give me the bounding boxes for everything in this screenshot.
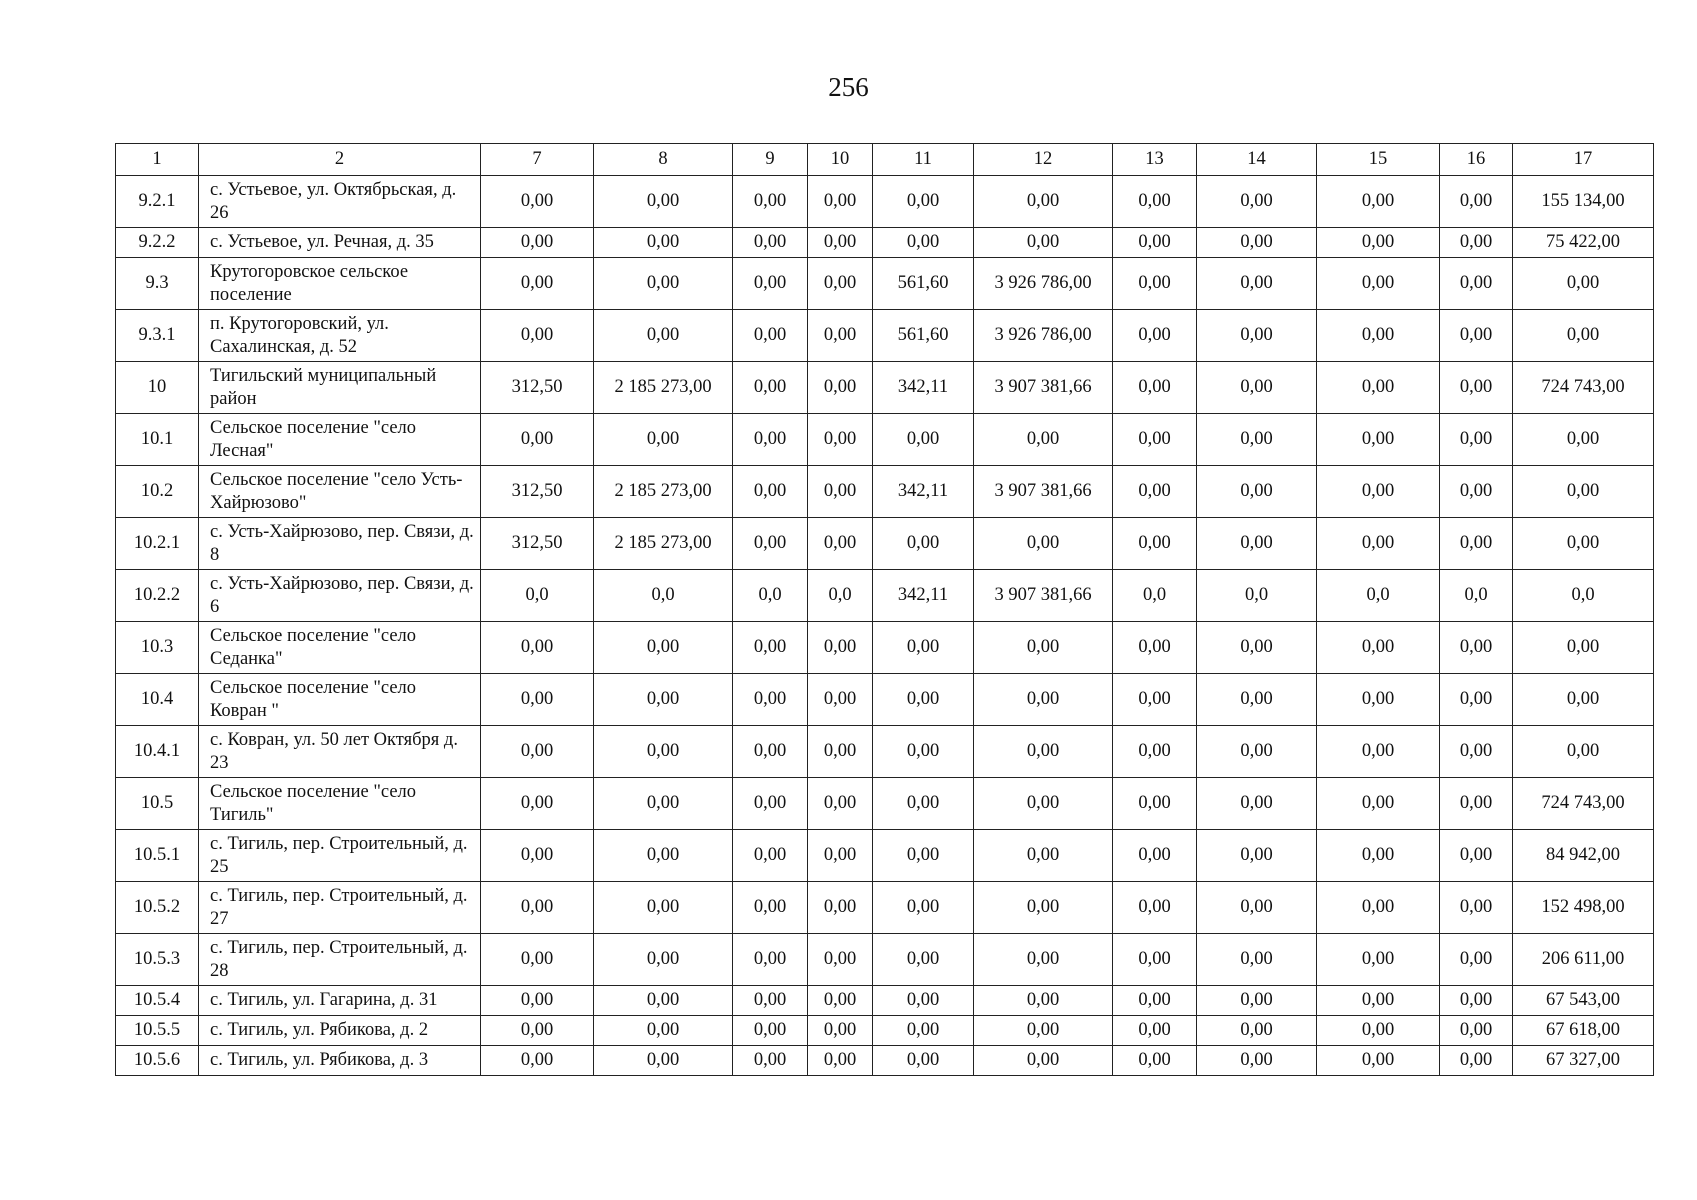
address-cell: с. Тигиль, ул. Гагарина, д. 31 xyxy=(199,986,481,1016)
value-cell: 0,00 xyxy=(1197,258,1317,310)
value-cell: 0,00 xyxy=(873,518,974,570)
value-cell: 0,00 xyxy=(594,414,733,466)
value-cell: 0,00 xyxy=(1440,934,1513,986)
value-cell: 0,00 xyxy=(481,414,594,466)
value-cell: 0,00 xyxy=(1113,934,1197,986)
value-cell: 0,00 xyxy=(808,176,873,228)
value-cell: 0,00 xyxy=(1317,882,1440,934)
value-cell: 0,00 xyxy=(481,882,594,934)
value-cell: 312,50 xyxy=(481,362,594,414)
value-cell: 0,00 xyxy=(594,882,733,934)
value-cell: 0,00 xyxy=(1440,310,1513,362)
table-row xyxy=(116,310,1654,362)
value-cell: 3 926 786,00 xyxy=(974,258,1113,310)
value-cell: 2 185 273,00 xyxy=(594,518,733,570)
value-cell: 2 185 273,00 xyxy=(594,466,733,518)
address-cell: с. Тигиль, пер. Строительный, д. 25 xyxy=(199,830,481,882)
value-cell: 0,00 xyxy=(594,258,733,310)
address-cell: с. Тигиль, ул. Рябикова, д. 2 xyxy=(199,1016,481,1046)
value-cell: 0,00 xyxy=(481,622,594,674)
value-cell: 0,00 xyxy=(481,830,594,882)
table-row xyxy=(116,622,1654,674)
value-cell: 0,0 xyxy=(808,570,873,622)
value-cell: 0,00 xyxy=(1440,414,1513,466)
value-cell: 312,50 xyxy=(481,518,594,570)
value-cell: 0,0 xyxy=(481,570,594,622)
row-number-cell: 10 xyxy=(116,362,199,414)
value-cell: 0,00 xyxy=(481,726,594,778)
value-cell: 0,00 xyxy=(1113,882,1197,934)
address-cell: с. Ковран, ул. 50 лет Октября д. 23 xyxy=(199,726,481,778)
data-table xyxy=(115,143,1654,1076)
value-cell: 0,00 xyxy=(1113,726,1197,778)
value-cell: 0,00 xyxy=(1197,674,1317,726)
value-cell: 0,0 xyxy=(1197,570,1317,622)
value-cell: 3 907 381,66 xyxy=(974,466,1113,518)
value-cell: 0,00 xyxy=(733,1016,808,1046)
table-row xyxy=(116,1016,1654,1046)
value-cell: 0,00 xyxy=(594,622,733,674)
value-cell: 67 618,00 xyxy=(1513,1016,1654,1046)
value-cell: 0,00 xyxy=(1317,258,1440,310)
table-row xyxy=(116,830,1654,882)
value-cell: 0,00 xyxy=(808,310,873,362)
column-header: 10 xyxy=(808,144,873,176)
address-cell: Сельское поселение "село Усть-Хайрюзово" xyxy=(199,466,481,518)
value-cell: 0,00 xyxy=(808,622,873,674)
value-cell: 0,00 xyxy=(1513,414,1654,466)
value-cell: 0,00 xyxy=(1440,778,1513,830)
value-cell: 0,00 xyxy=(594,778,733,830)
row-number-cell: 10.3 xyxy=(116,622,199,674)
value-cell: 0,00 xyxy=(733,1046,808,1076)
row-number-cell: 10.2.1 xyxy=(116,518,199,570)
value-cell: 0,00 xyxy=(974,228,1113,258)
value-cell: 0,00 xyxy=(1317,622,1440,674)
value-cell: 152 498,00 xyxy=(1513,882,1654,934)
row-number-cell: 9.3.1 xyxy=(116,310,199,362)
value-cell: 0,00 xyxy=(1197,986,1317,1016)
value-cell: 0,00 xyxy=(1317,362,1440,414)
column-header: 13 xyxy=(1113,144,1197,176)
value-cell: 0,00 xyxy=(974,176,1113,228)
column-header: 15 xyxy=(1317,144,1440,176)
value-cell: 0,00 xyxy=(1440,830,1513,882)
value-cell: 0,00 xyxy=(808,466,873,518)
value-cell: 0,00 xyxy=(1317,310,1440,362)
value-cell: 0,00 xyxy=(1440,258,1513,310)
value-cell: 0,00 xyxy=(733,934,808,986)
address-cell: с. Усть-Хайрюзово, пер. Связи, д. 6 xyxy=(199,570,481,622)
value-cell: 0,00 xyxy=(594,1046,733,1076)
value-cell: 0,00 xyxy=(974,726,1113,778)
value-cell: 312,50 xyxy=(481,466,594,518)
value-cell: 561,60 xyxy=(873,258,974,310)
value-cell: 0,00 xyxy=(594,986,733,1016)
value-cell: 0,00 xyxy=(1113,176,1197,228)
value-cell: 0,00 xyxy=(1513,258,1654,310)
value-cell: 342,11 xyxy=(873,466,974,518)
value-cell: 0,00 xyxy=(974,934,1113,986)
value-cell: 0,00 xyxy=(873,176,974,228)
value-cell: 0,00 xyxy=(1317,1046,1440,1076)
value-cell: 0,00 xyxy=(1440,882,1513,934)
value-cell: 0,00 xyxy=(481,258,594,310)
value-cell: 0,00 xyxy=(1317,674,1440,726)
value-cell: 0,00 xyxy=(1513,674,1654,726)
value-cell: 0,00 xyxy=(1197,362,1317,414)
row-number-cell: 10.5.1 xyxy=(116,830,199,882)
value-cell: 0,00 xyxy=(1113,466,1197,518)
value-cell: 342,11 xyxy=(873,362,974,414)
value-cell: 0,00 xyxy=(873,986,974,1016)
value-cell: 0,00 xyxy=(808,934,873,986)
value-cell: 0,00 xyxy=(808,882,873,934)
table-row xyxy=(116,882,1654,934)
value-cell: 0,00 xyxy=(974,830,1113,882)
value-cell: 0,00 xyxy=(873,830,974,882)
address-cell: п. Крутогоровский, ул. Сахалинская, д. 52 xyxy=(199,310,481,362)
value-cell: 206 611,00 xyxy=(1513,934,1654,986)
value-cell: 0,00 xyxy=(1113,622,1197,674)
value-cell: 0,00 xyxy=(1440,518,1513,570)
value-cell: 0,00 xyxy=(808,228,873,258)
value-cell: 0,0 xyxy=(594,570,733,622)
value-cell: 0,00 xyxy=(808,674,873,726)
value-cell: 0,00 xyxy=(873,1046,974,1076)
value-cell: 0,00 xyxy=(733,622,808,674)
address-cell: Сельское поселение "село Тигиль" xyxy=(199,778,481,830)
value-cell: 0,00 xyxy=(873,726,974,778)
address-cell: с. Усть-Хайрюзово, пер. Связи, д. 8 xyxy=(199,518,481,570)
value-cell: 342,11 xyxy=(873,570,974,622)
value-cell: 724 743,00 xyxy=(1513,778,1654,830)
value-cell: 0,00 xyxy=(974,1016,1113,1046)
value-cell: 0,00 xyxy=(1440,362,1513,414)
value-cell: 0,00 xyxy=(1317,726,1440,778)
value-cell: 0,0 xyxy=(1513,570,1654,622)
value-cell: 0,00 xyxy=(594,176,733,228)
value-cell: 0,00 xyxy=(733,176,808,228)
value-cell: 0,00 xyxy=(1113,362,1197,414)
value-cell: 0,00 xyxy=(1317,414,1440,466)
value-cell: 0,00 xyxy=(808,414,873,466)
value-cell: 0,00 xyxy=(1197,882,1317,934)
value-cell: 0,00 xyxy=(1197,622,1317,674)
value-cell: 0,00 xyxy=(733,310,808,362)
value-cell: 0,00 xyxy=(1513,726,1654,778)
value-cell: 0,00 xyxy=(481,310,594,362)
value-cell: 0,00 xyxy=(594,310,733,362)
value-cell: 0,00 xyxy=(1197,176,1317,228)
table-row xyxy=(116,414,1654,466)
value-cell: 0,00 xyxy=(1197,830,1317,882)
value-cell: 0,00 xyxy=(808,1046,873,1076)
value-cell: 0,00 xyxy=(808,830,873,882)
value-cell: 0,0 xyxy=(733,570,808,622)
value-cell: 2 185 273,00 xyxy=(594,362,733,414)
value-cell: 0,00 xyxy=(1440,1046,1513,1076)
address-cell: Крутогоровское сельское поселение xyxy=(199,258,481,310)
value-cell: 0,00 xyxy=(594,934,733,986)
column-header: 1 xyxy=(116,144,199,176)
row-number-cell: 10.4.1 xyxy=(116,726,199,778)
value-cell: 0,00 xyxy=(1513,518,1654,570)
value-cell: 0,00 xyxy=(733,726,808,778)
value-cell: 0,00 xyxy=(733,778,808,830)
value-cell: 0,00 xyxy=(1197,934,1317,986)
value-cell: 0,00 xyxy=(873,414,974,466)
value-cell: 0,00 xyxy=(1197,1046,1317,1076)
row-number-cell: 10.1 xyxy=(116,414,199,466)
value-cell: 0,00 xyxy=(808,1016,873,1046)
value-cell: 0,00 xyxy=(1113,1016,1197,1046)
row-number-cell: 10.2 xyxy=(116,466,199,518)
value-cell: 0,00 xyxy=(1317,986,1440,1016)
value-cell: 0,00 xyxy=(1317,830,1440,882)
value-cell: 75 422,00 xyxy=(1513,228,1654,258)
value-cell: 0,00 xyxy=(1197,1016,1317,1046)
address-cell: Тигильский муниципальный район xyxy=(199,362,481,414)
value-cell: 0,00 xyxy=(1440,622,1513,674)
column-header: 9 xyxy=(733,144,808,176)
column-header: 12 xyxy=(974,144,1113,176)
value-cell: 0,00 xyxy=(1317,466,1440,518)
value-cell: 0,00 xyxy=(481,1016,594,1046)
value-cell: 0,00 xyxy=(481,674,594,726)
value-cell: 0,00 xyxy=(974,882,1113,934)
value-cell: 0,00 xyxy=(1113,986,1197,1016)
value-cell: 0,00 xyxy=(873,674,974,726)
value-cell: 155 134,00 xyxy=(1513,176,1654,228)
address-cell: с. Устьевое, ул. Октябрьская, д. 26 xyxy=(199,176,481,228)
value-cell: 0,00 xyxy=(974,414,1113,466)
value-cell: 3 907 381,66 xyxy=(974,570,1113,622)
row-number-cell: 10.5.6 xyxy=(116,1046,199,1076)
value-cell: 0,00 xyxy=(1513,622,1654,674)
value-cell: 0,00 xyxy=(974,778,1113,830)
table-row xyxy=(116,778,1654,830)
value-cell: 0,00 xyxy=(733,830,808,882)
value-cell: 3 926 786,00 xyxy=(974,310,1113,362)
value-cell: 0,00 xyxy=(1197,310,1317,362)
value-cell: 0,00 xyxy=(1113,228,1197,258)
value-cell: 67 543,00 xyxy=(1513,986,1654,1016)
value-cell: 0,00 xyxy=(1113,1046,1197,1076)
value-cell: 0,00 xyxy=(873,1016,974,1046)
value-cell: 0,00 xyxy=(733,674,808,726)
value-cell: 0,00 xyxy=(873,882,974,934)
column-header: 17 xyxy=(1513,144,1654,176)
value-cell: 0,00 xyxy=(594,228,733,258)
value-cell: 0,00 xyxy=(1197,228,1317,258)
address-cell: с. Тигиль, пер. Строительный, д. 27 xyxy=(199,882,481,934)
address-cell: с. Устьевое, ул. Речная, д. 35 xyxy=(199,228,481,258)
value-cell: 0,00 xyxy=(974,1046,1113,1076)
value-cell: 0,00 xyxy=(733,258,808,310)
value-cell: 0,00 xyxy=(1513,466,1654,518)
value-cell: 0,00 xyxy=(808,518,873,570)
row-number-cell: 10.5.2 xyxy=(116,882,199,934)
value-cell: 0,00 xyxy=(873,934,974,986)
table-row xyxy=(116,518,1654,570)
value-cell: 0,0 xyxy=(1113,570,1197,622)
value-cell: 0,00 xyxy=(1317,228,1440,258)
value-cell: 0,00 xyxy=(1113,518,1197,570)
value-cell: 0,00 xyxy=(481,986,594,1016)
value-cell: 0,00 xyxy=(873,622,974,674)
value-cell: 0,00 xyxy=(1317,778,1440,830)
value-cell: 0,00 xyxy=(1197,778,1317,830)
table-row xyxy=(116,466,1654,518)
value-cell: 0,00 xyxy=(808,726,873,778)
value-cell: 0,00 xyxy=(1317,934,1440,986)
value-cell: 0,00 xyxy=(974,674,1113,726)
value-cell: 0,00 xyxy=(1113,310,1197,362)
value-cell: 0,00 xyxy=(1113,830,1197,882)
address-cell: с. Тигиль, пер. Строительный, д. 28 xyxy=(199,934,481,986)
value-cell: 0,00 xyxy=(594,674,733,726)
value-cell: 0,00 xyxy=(1440,674,1513,726)
value-cell: 0,00 xyxy=(481,934,594,986)
table-row xyxy=(116,228,1654,258)
value-cell: 0,00 xyxy=(1197,518,1317,570)
value-cell: 0,0 xyxy=(1317,570,1440,622)
header-row xyxy=(116,144,1654,176)
row-number-cell: 9.2.2 xyxy=(116,228,199,258)
value-cell: 3 907 381,66 xyxy=(974,362,1113,414)
address-cell: с. Тигиль, ул. Рябикова, д. 3 xyxy=(199,1046,481,1076)
value-cell: 0,00 xyxy=(1113,258,1197,310)
value-cell: 0,00 xyxy=(1317,518,1440,570)
column-header: 11 xyxy=(873,144,974,176)
value-cell: 0,00 xyxy=(808,258,873,310)
value-cell: 0,00 xyxy=(733,362,808,414)
row-number-cell: 10.5.4 xyxy=(116,986,199,1016)
table-row xyxy=(116,934,1654,986)
column-header: 16 xyxy=(1440,144,1513,176)
value-cell: 0,00 xyxy=(733,466,808,518)
value-cell: 0,00 xyxy=(733,414,808,466)
value-cell: 0,00 xyxy=(1440,466,1513,518)
value-cell: 0,00 xyxy=(733,518,808,570)
value-cell: 0,0 xyxy=(1440,570,1513,622)
value-cell: 0,00 xyxy=(974,986,1113,1016)
column-header: 2 xyxy=(199,144,481,176)
value-cell: 0,00 xyxy=(481,778,594,830)
table-row xyxy=(116,176,1654,228)
value-cell: 0,00 xyxy=(873,228,974,258)
value-cell: 67 327,00 xyxy=(1513,1046,1654,1076)
value-cell: 0,00 xyxy=(873,778,974,830)
address-cell: Сельское поселение "село Лесная" xyxy=(199,414,481,466)
value-cell: 0,00 xyxy=(1440,1016,1513,1046)
table-row xyxy=(116,726,1654,778)
value-cell: 0,00 xyxy=(733,228,808,258)
value-cell: 0,00 xyxy=(594,830,733,882)
value-cell: 0,00 xyxy=(1440,726,1513,778)
value-cell: 0,00 xyxy=(1440,986,1513,1016)
row-number-cell: 9.2.1 xyxy=(116,176,199,228)
column-header: 7 xyxy=(481,144,594,176)
value-cell: 0,00 xyxy=(481,1046,594,1076)
value-cell: 0,00 xyxy=(1317,1016,1440,1046)
table-row xyxy=(116,570,1654,622)
table-row xyxy=(116,674,1654,726)
row-number-cell: 9.3 xyxy=(116,258,199,310)
value-cell: 0,00 xyxy=(808,778,873,830)
value-cell: 561,60 xyxy=(873,310,974,362)
address-cell: Сельское поселение "село Седанка" xyxy=(199,622,481,674)
column-header: 8 xyxy=(594,144,733,176)
table-row xyxy=(116,258,1654,310)
row-number-cell: 10.5.5 xyxy=(116,1016,199,1046)
value-cell: 0,00 xyxy=(1440,176,1513,228)
value-cell: 0,00 xyxy=(594,726,733,778)
value-cell: 0,00 xyxy=(1513,310,1654,362)
value-cell: 0,00 xyxy=(1197,466,1317,518)
value-cell: 0,00 xyxy=(974,622,1113,674)
value-cell: 0,00 xyxy=(594,1016,733,1046)
value-cell: 0,00 xyxy=(1440,228,1513,258)
value-cell: 0,00 xyxy=(808,362,873,414)
value-cell: 0,00 xyxy=(733,986,808,1016)
value-cell: 0,00 xyxy=(1317,176,1440,228)
value-cell: 0,00 xyxy=(1197,726,1317,778)
table-row xyxy=(116,1046,1654,1076)
value-cell: 0,00 xyxy=(1113,414,1197,466)
value-cell: 0,00 xyxy=(1113,674,1197,726)
page-number: 256 xyxy=(828,72,869,102)
column-header: 14 xyxy=(1197,144,1317,176)
value-cell: 0,00 xyxy=(481,228,594,258)
table-body xyxy=(116,176,1654,1076)
value-cell: 0,00 xyxy=(974,518,1113,570)
value-cell: 0,00 xyxy=(481,176,594,228)
value-cell: 0,00 xyxy=(1113,778,1197,830)
value-cell: 0,00 xyxy=(733,882,808,934)
table-row xyxy=(116,986,1654,1016)
value-cell: 0,00 xyxy=(808,986,873,1016)
row-number-cell: 10.2.2 xyxy=(116,570,199,622)
row-number-cell: 10.4 xyxy=(116,674,199,726)
row-number-cell: 10.5 xyxy=(116,778,199,830)
value-cell: 84 942,00 xyxy=(1513,830,1654,882)
row-number-cell: 10.5.3 xyxy=(116,934,199,986)
table-row xyxy=(116,362,1654,414)
address-cell: Сельское поселение "село Ковран " xyxy=(199,674,481,726)
value-cell: 724 743,00 xyxy=(1513,362,1654,414)
value-cell: 0,00 xyxy=(1197,414,1317,466)
